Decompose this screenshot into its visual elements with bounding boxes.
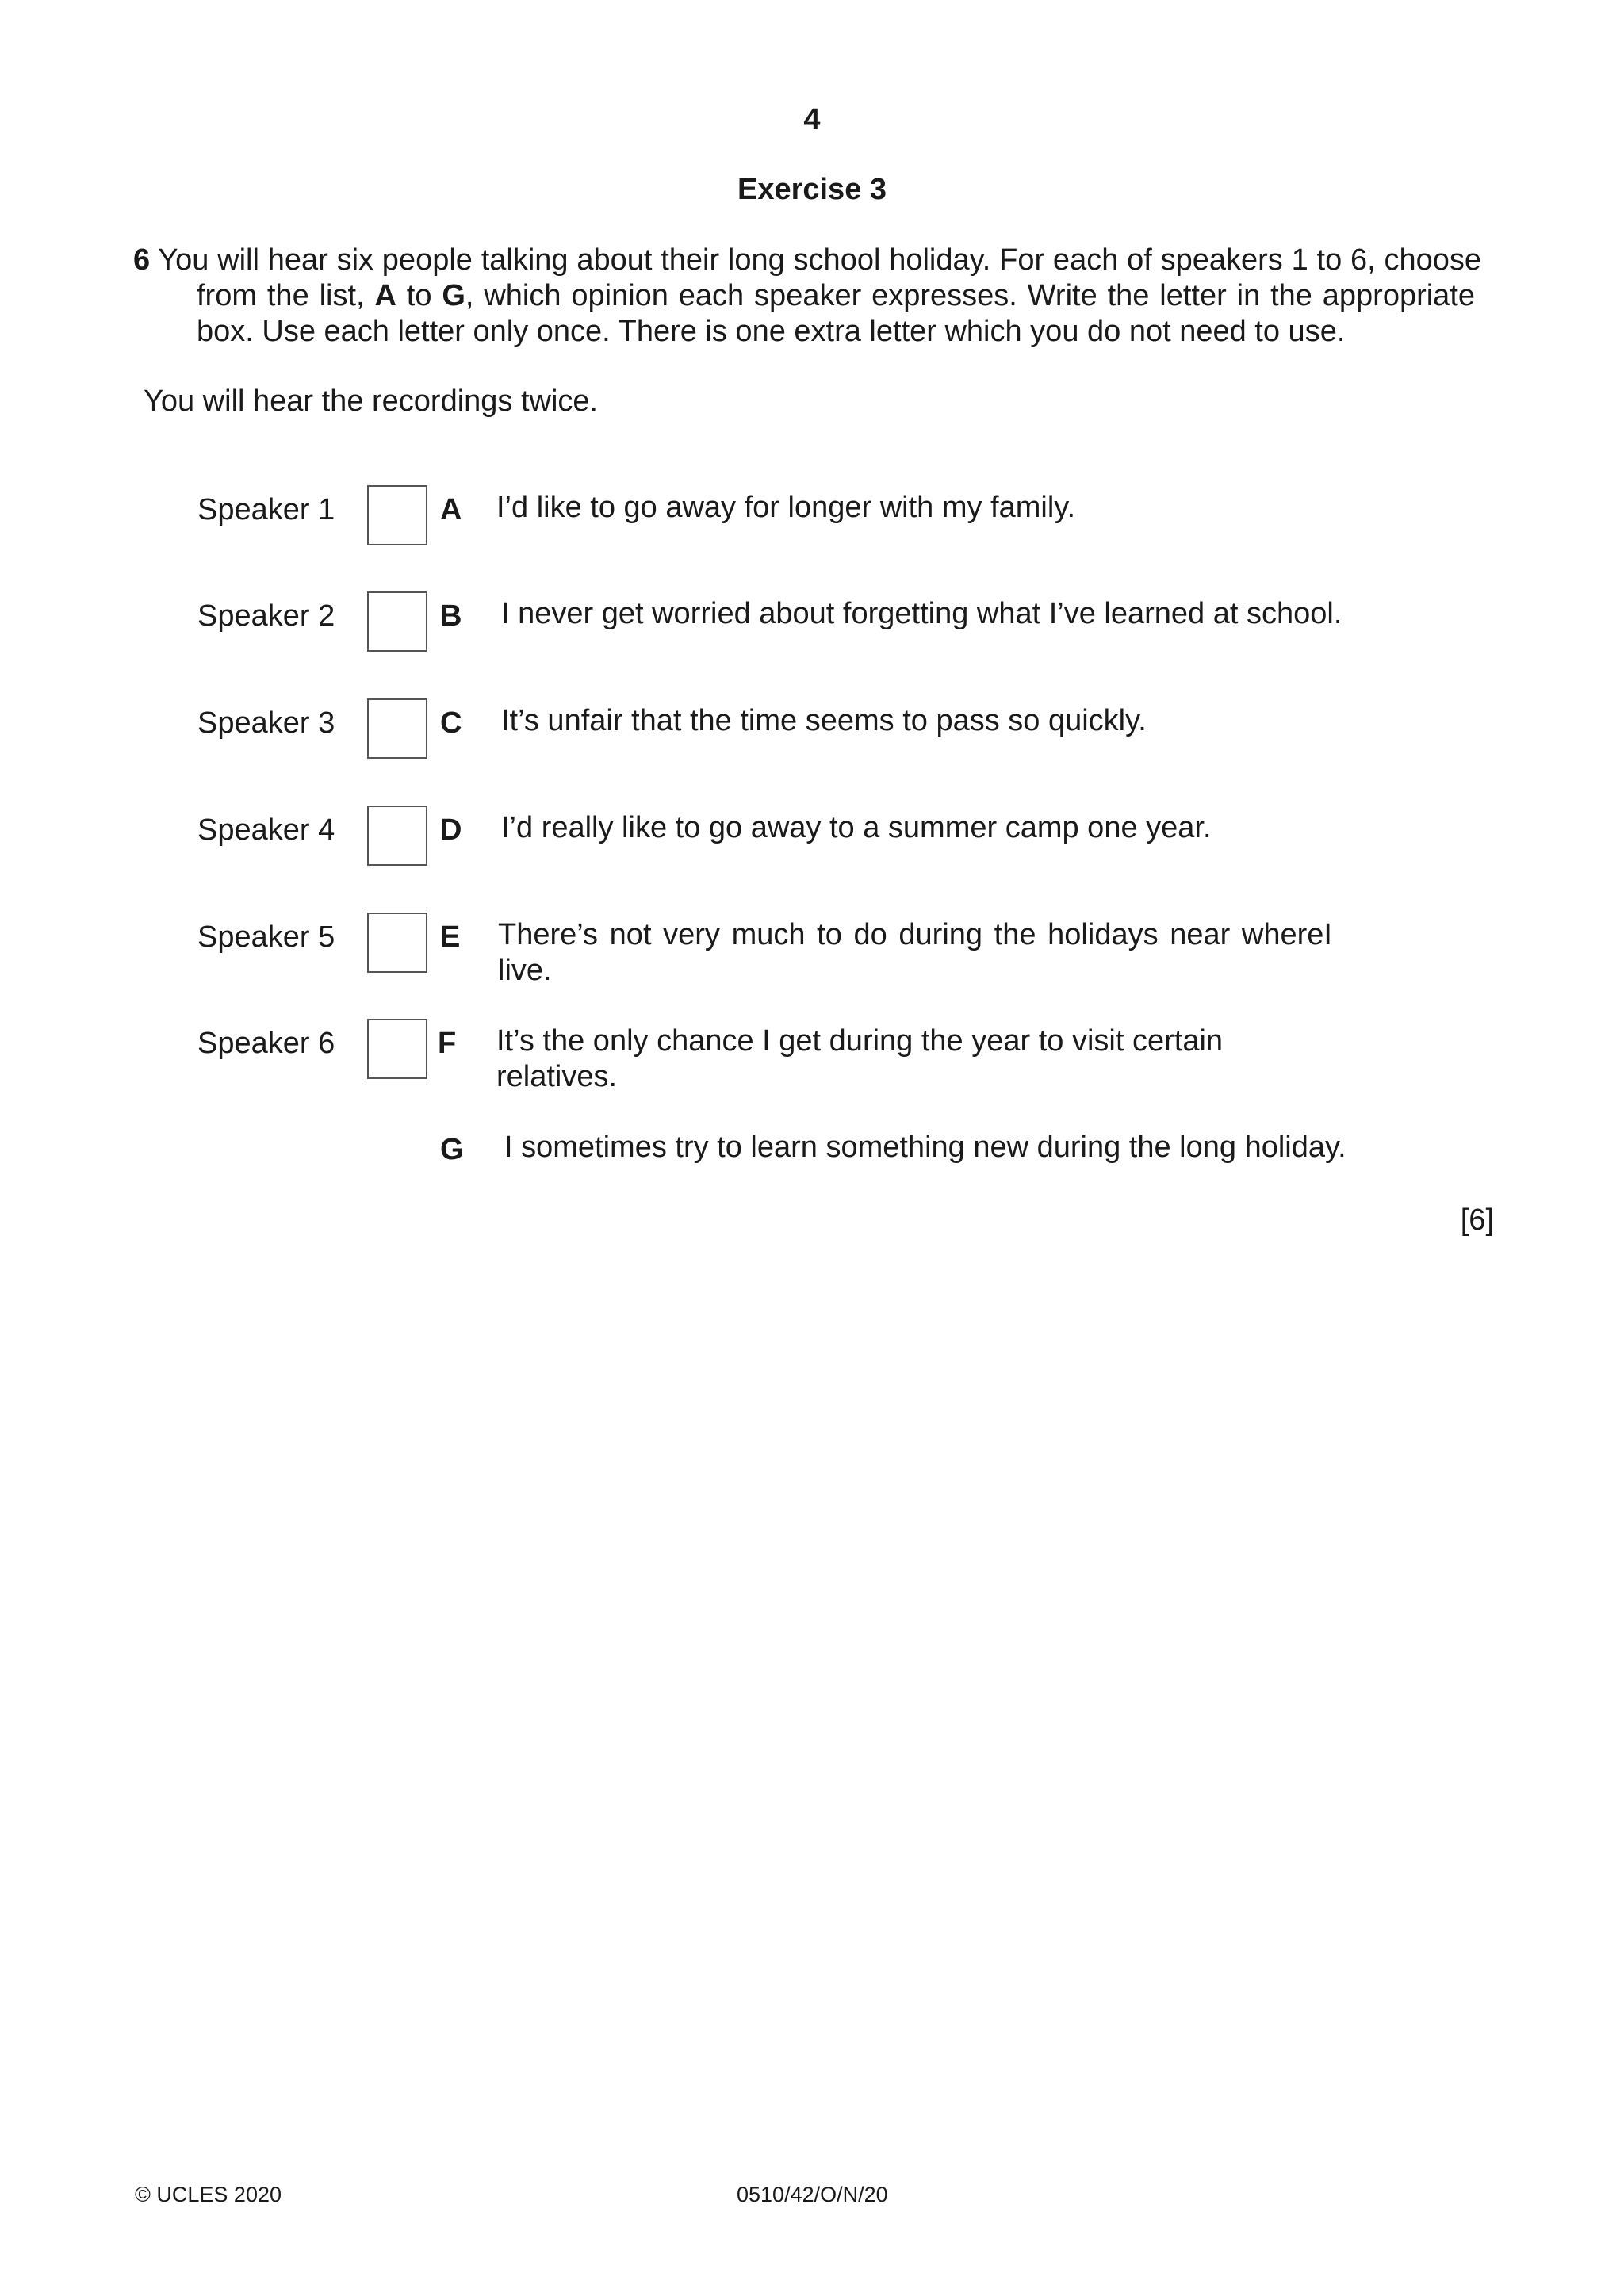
speaker-6-answer-box[interactable] xyxy=(367,1019,427,1079)
speaker-1-label: Speaker 1 xyxy=(197,493,335,526)
question-line-1 xyxy=(133,243,1481,278)
speaker-4-answer-box[interactable] xyxy=(367,806,427,866)
speaker-3-answer-box[interactable] xyxy=(367,698,427,759)
speaker-1-answer-box[interactable] xyxy=(367,485,427,545)
speaker-3-label: Speaker 3 xyxy=(197,706,335,740)
exercise-title: Exercise 3 xyxy=(737,173,887,206)
recordings-note: You will hear the recordings twice. xyxy=(144,385,599,418)
option-f-text xyxy=(496,1024,1223,1095)
option-a-text: I’d like to go away for longer with my family. xyxy=(496,491,1076,524)
option-e-text-line-2: live. xyxy=(498,954,552,987)
option-e-text xyxy=(498,917,1332,989)
option-f-text-line-1: It’s the only chance I get during the year to visit certain xyxy=(496,1024,1224,1058)
question-line-2 xyxy=(133,278,1475,314)
speaker-2-answer-box[interactable] xyxy=(367,591,427,652)
option-c-text: It’s unfair that the time seems to pass so quickly. xyxy=(501,704,1147,737)
footer-copyright: © UCLES 2020 xyxy=(135,2183,282,2206)
page-number: 4 xyxy=(803,103,821,136)
question-line-3: box. Use each letter only once. There is one extra letter which you do not need to use. xyxy=(197,315,1346,348)
option-e-text-line-1: There’s not very much to do during the holidays near whereI xyxy=(498,918,1332,951)
question-line-2-pre: from the list, xyxy=(197,279,375,312)
speaker-2-label: Speaker 2 xyxy=(197,599,335,633)
option-c-letter: C xyxy=(440,706,462,740)
option-e-letter: E xyxy=(440,920,461,954)
option-g-letter: G xyxy=(440,1133,464,1166)
speaker-5-answer-box[interactable] xyxy=(367,913,427,973)
question-line-2-to: to xyxy=(396,279,442,312)
option-b-letter: B xyxy=(440,599,462,633)
speaker-6-label: Speaker 6 xyxy=(197,1027,335,1060)
option-b-text: I never get worried about forgetting what I’ve learned at school. xyxy=(501,597,1342,630)
option-f-letter: F xyxy=(438,1027,457,1060)
option-d-letter: D xyxy=(440,813,462,847)
question-number: 6 xyxy=(133,243,151,277)
question-instructions xyxy=(133,243,1481,350)
option-g-text: I sometimes try to learn something new during the long holiday. xyxy=(504,1131,1346,1164)
marks-total: [6] xyxy=(1460,1203,1494,1237)
option-f-text-line-2: relatives. xyxy=(496,1060,618,1093)
option-range-end: G xyxy=(442,279,465,312)
option-range-start: A xyxy=(374,279,396,312)
question-line-1-text: You will hear six people talking about their long school holiday. For each of speakers 1 to 6, choose xyxy=(158,243,1482,277)
question-line-2-post: , which opinion each speaker expresses. Write the letter in the appropriate xyxy=(465,279,1476,312)
option-a-letter: A xyxy=(440,493,462,526)
speaker-4-label: Speaker 4 xyxy=(197,813,335,847)
option-d-text: I’d really like to go away to a summer camp one year. xyxy=(501,811,1212,844)
footer-paper-code: 0510/42/O/N/20 xyxy=(737,2183,888,2206)
speaker-5-label: Speaker 5 xyxy=(197,920,335,954)
